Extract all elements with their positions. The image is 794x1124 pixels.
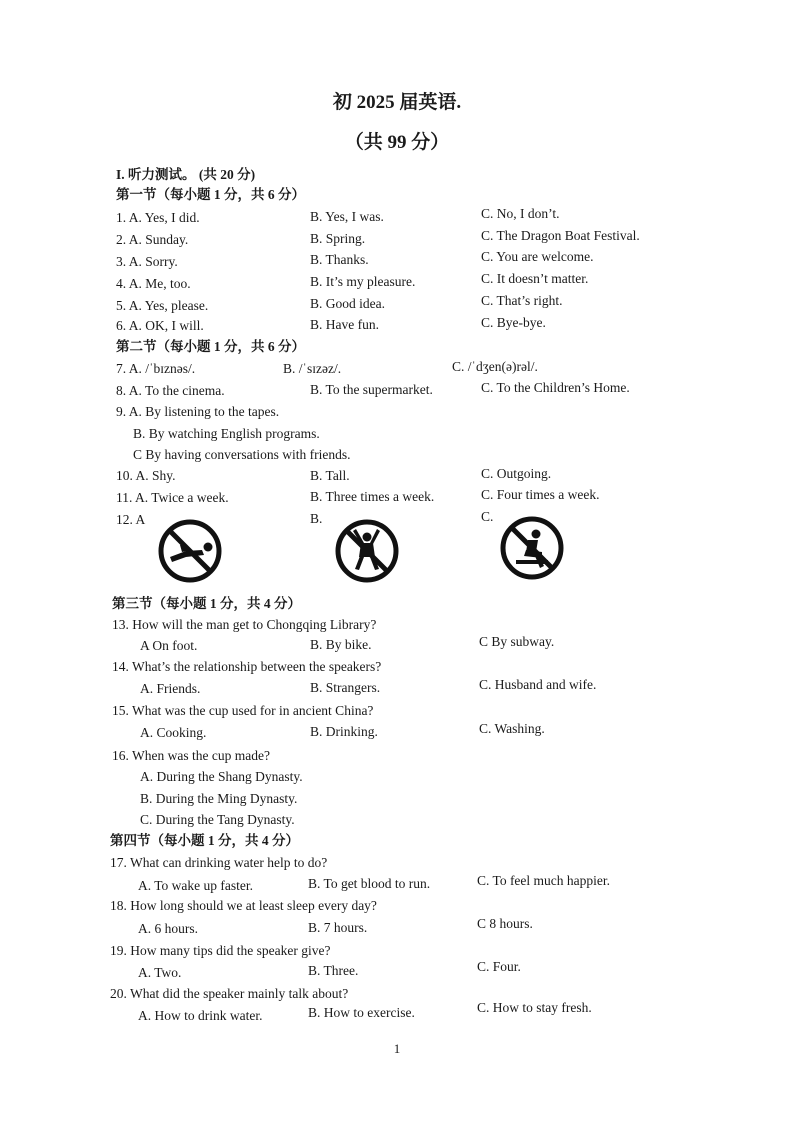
q20-stem: 20. What did the speaker mainly talk about? <box>110 986 349 1001</box>
q5-option-b: B. Good idea. <box>310 296 385 311</box>
total-score: （共 99 分） <box>344 132 450 153</box>
q19-stem: 19. How many tips did the speaker give? <box>110 943 331 958</box>
q15-stem: 15. What was the cup used for in ancient China? <box>112 703 374 718</box>
q1-option-b: B. Yes, I was. <box>310 209 384 224</box>
page-title: 初 2025 届英语. <box>332 92 462 113</box>
q11-option-a: 11. A. Twice a week. <box>116 490 229 505</box>
q15-option-c: C. Washing. <box>479 721 545 736</box>
section4-heading: 第四节（每小题 1 分，共 4 分） <box>110 833 299 848</box>
q13-option-b: B. By bike. <box>310 637 372 652</box>
q12-option-c: C. <box>481 509 494 524</box>
q11-option-c: C. Four times a week. <box>481 487 600 502</box>
q12-option-b: B. <box>310 511 323 526</box>
q3-option-a: 3. A. Sorry. <box>116 254 178 269</box>
q2-option-b: B. Spring. <box>310 231 366 246</box>
q10-option-c: C. Outgoing. <box>481 466 552 481</box>
section1-heading: 第一节（每小题 1 分，共 6 分） <box>116 187 305 202</box>
no-climbing-sign-icon <box>333 517 401 585</box>
q4-option-c: C. It doesn’t matter. <box>481 271 589 286</box>
q6-option-b: B. Have fun. <box>310 317 379 332</box>
q18-option-b: B. 7 hours. <box>308 920 368 935</box>
q17-option-c: C. To feel much happier. <box>477 873 611 888</box>
q13-stem: 13. How will the man get to Chongqing Library? <box>112 617 377 632</box>
q20-option-c: C. How to stay fresh. <box>477 1000 592 1015</box>
section2-heading: 第二节（每小题 1 分，共 6 分） <box>116 339 305 354</box>
q13-option-c: C By subway. <box>479 634 555 649</box>
q3-option-c: C. You are welcome. <box>481 249 594 264</box>
q17-stem: 17. What can drinking water help to do? <box>110 855 328 870</box>
q16-stem: 16. When was the cup made? <box>112 748 270 763</box>
q19-option-c: C. Four. <box>477 959 521 974</box>
q1-option-c: C. No, I don’t. <box>481 206 560 221</box>
page-number: 1 <box>393 1041 401 1056</box>
q4-option-a: 4. A. Me, too. <box>116 276 191 291</box>
q16-option-a: A. During the Shang Dynasty. <box>140 769 303 784</box>
q10-option-a: 10. A. Shy. <box>116 468 176 483</box>
q14-option-b: B. Strangers. <box>310 680 381 695</box>
q14-option-c: C. Husband and wife. <box>479 677 597 692</box>
q15-option-a: A. Cooking. <box>140 725 207 740</box>
q16-option-b: B. During the Ming Dynasty. <box>140 791 298 806</box>
q18-stem: 18. How long should we at least sleep every day? <box>110 898 377 913</box>
q5-option-a: 5. A. Yes, please. <box>116 298 209 313</box>
section3-heading: 第三节（每小题 1 分，共 4 分） <box>112 596 301 611</box>
q19-option-a: A. Two. <box>138 965 182 980</box>
q18-option-c: C 8 hours. <box>477 916 533 931</box>
q19-option-b: B. Three. <box>308 963 359 978</box>
q15-option-b: B. Drinking. <box>310 724 378 739</box>
q17-option-b: B. To get blood to run. <box>308 876 431 891</box>
q6-option-a: 6. A. OK, I will. <box>116 318 204 333</box>
q2-option-a: 2. A. Sunday. <box>116 232 189 247</box>
q12-option-a: 12. A <box>116 512 146 527</box>
q14-option-a: A. Friends. <box>140 681 201 696</box>
q9-option-b: B. By watching English programs. <box>133 426 320 441</box>
q10-option-b: B. Tall. <box>310 468 350 483</box>
q11-option-b: B. Three times a week. <box>310 489 435 504</box>
q1-option-a: 1. A. Yes, I did. <box>116 210 200 225</box>
q9-option-c: C By having conversations with friends. <box>133 447 351 462</box>
q3-option-b: B. Thanks. <box>310 252 369 267</box>
no-sitting-sign-icon <box>498 514 566 582</box>
q5-option-c: C. That’s right. <box>481 293 563 308</box>
q4-option-b: B. It’s my pleasure. <box>310 274 416 289</box>
q9-option-a: 9. A. By listening to the tapes. <box>116 404 280 419</box>
q7-option-a: 7. A. /ˈbɪznəs/. <box>116 361 196 376</box>
q8-option-b: B. To the supermarket. <box>310 382 433 397</box>
q17-option-a: A. To wake up faster. <box>138 878 254 893</box>
q14-stem: 14. What’s the relationship between the speakers? <box>112 659 382 674</box>
part1-heading: I. 听力测试。 (共 20 分) <box>116 167 256 182</box>
q7-option-c: C. /ˈdʒen(ə)rəl/. <box>452 359 538 374</box>
q20-option-a: A. How to drink water. <box>138 1008 263 1023</box>
q6-option-c: C. Bye-bye. <box>481 315 546 330</box>
q18-option-a: A. 6 hours. <box>138 921 198 936</box>
q8-option-a: 8. A. To the cinema. <box>116 383 225 398</box>
no-lying-down-sign-icon <box>156 517 224 585</box>
q20-option-b: B. How to exercise. <box>308 1005 415 1020</box>
q13-option-a: A On foot. <box>140 638 198 653</box>
q2-option-c: C. The Dragon Boat Festival. <box>481 228 640 243</box>
q7-option-b: B. /ˈsɪzəz/. <box>283 361 342 376</box>
q8-option-c: C. To the Children’s Home. <box>481 380 630 395</box>
q16-option-c: C. During the Tang Dynasty. <box>140 812 295 827</box>
